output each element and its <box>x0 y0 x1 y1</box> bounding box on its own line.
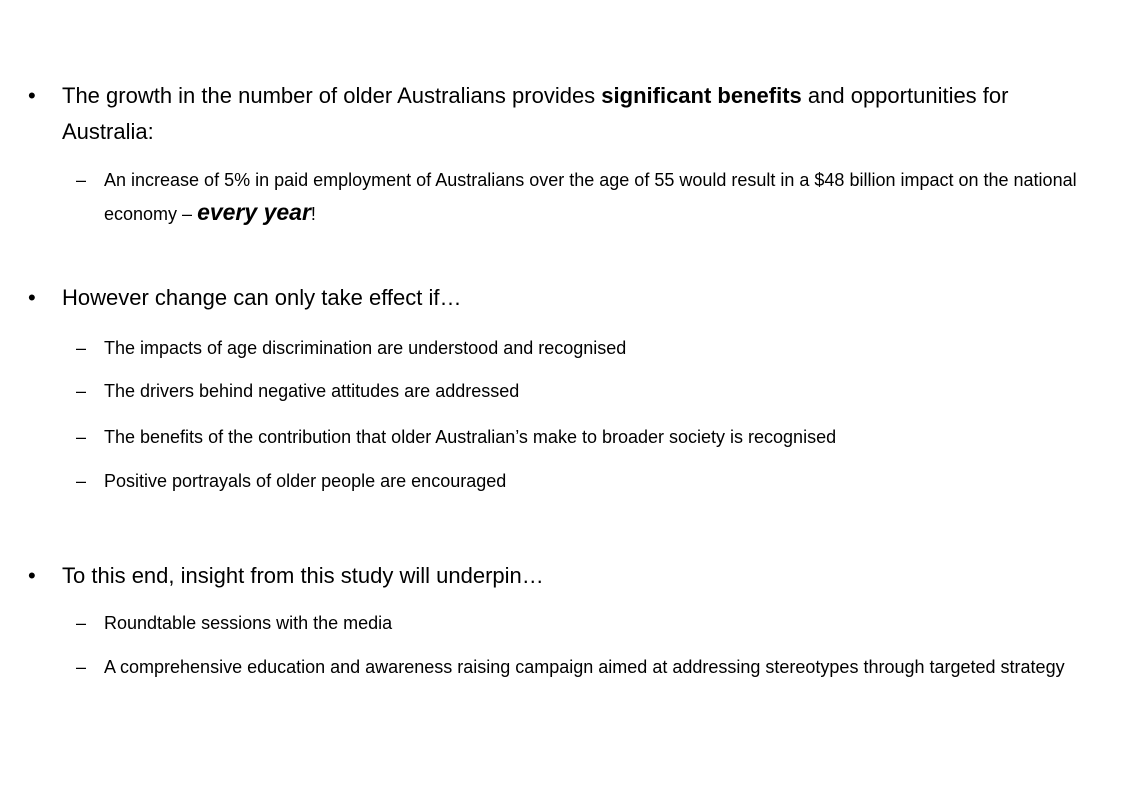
subpoint-marker: – <box>76 170 87 190</box>
bullet-marker: • <box>28 563 36 588</box>
subpoint-text: A comprehensive education and awareness raising campaign aimed at addressing stereotypes through targeted strategy <box>104 657 1065 677</box>
subpoint-text: Positive portrayals of older people are encouraged <box>104 471 507 491</box>
subpoint-marker: – <box>76 381 87 401</box>
bullet-text-end: and opportunities for Australia: <box>62 83 1009 144</box>
subpoint-text: Roundtable sessions with the media <box>104 613 393 633</box>
subpoint-marker: – <box>76 471 87 491</box>
bullet-text: To this end, insight from this study will underpin… <box>62 563 544 588</box>
subpoint-roundtable <box>76 608 1106 638</box>
subpoint-text: The impacts of age discrimination are understood and recognised <box>104 338 627 358</box>
subpoint-marker: – <box>76 427 87 447</box>
subpoint-text <box>104 164 1106 230</box>
subpoint-marker: – <box>76 613 87 633</box>
bullet-point-change <box>28 280 1098 316</box>
bullet-text: However change can only take effect if… <box>62 285 462 310</box>
subpoint-text: The drivers behind negative attitudes are addressed <box>104 381 520 401</box>
subpoint-employment-impact <box>76 164 1106 230</box>
subpoint-drivers <box>76 376 1106 406</box>
bullet-point-insight <box>28 558 1098 594</box>
subpoint-benefits <box>76 422 1106 452</box>
subpoint-marker: – <box>76 338 87 358</box>
subpoint-campaign <box>76 652 1106 682</box>
bullet-text <box>62 78 1098 150</box>
bullet-marker: • <box>28 83 36 108</box>
subpoint-impacts <box>76 333 1106 363</box>
bullet-text-emphasis: significant benefits <box>601 83 802 108</box>
subpoint-portrayals <box>76 466 1106 496</box>
subpoint-text-end: ! <box>310 204 316 224</box>
bullet-point-growth <box>28 78 1098 150</box>
bullet-text-start: The growth in the number of older Australians provides <box>62 83 602 108</box>
subpoint-text-emphasis: every year <box>197 199 311 225</box>
bullet-marker: • <box>28 285 36 310</box>
subpoint-marker: – <box>76 657 87 677</box>
subpoint-text-start: An increase of 5% in paid employment of Australians over the age of 55 would result in a $48 billion impact on the national economy – <box>104 170 1077 224</box>
subpoint-text: The benefits of the contribution that older Australian’s make to broader society is recognised <box>104 427 837 447</box>
